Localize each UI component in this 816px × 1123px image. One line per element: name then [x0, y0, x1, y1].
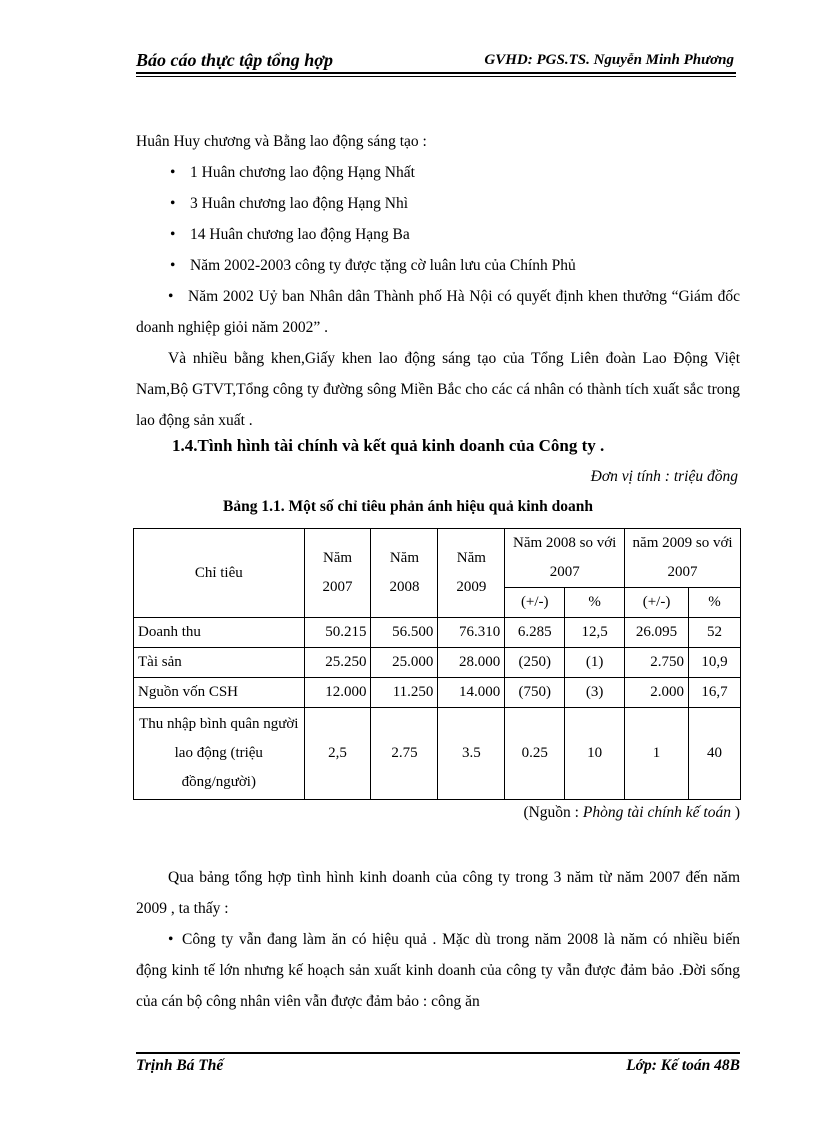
- table-row: [134, 648, 741, 678]
- award-item: • 14 Huân chương lao động Hạng Ba: [170, 226, 410, 243]
- header-pct-2009: %: [689, 588, 741, 618]
- header-divider: [136, 72, 736, 77]
- table-header-row: [134, 529, 741, 588]
- footer-author: Trịnh Bá Thế: [136, 1057, 224, 1074]
- cell-2007: 50.215: [304, 618, 371, 648]
- page-header: [136, 48, 736, 74]
- table-row: [134, 618, 741, 648]
- cell-diff-2008: (250): [505, 648, 565, 678]
- section-title: 1.4.Tình hình tài chính và kết quả kinh doanh của Công ty .: [172, 436, 605, 455]
- header-pct-2008: %: [565, 588, 625, 618]
- analysis-intro: Qua bảng tổng hợp tình hình kinh doanh của công ty trong 3 năm từ năm 2007 đến năm 2009 , ta thấy :: [136, 869, 740, 917]
- header-indicator: Chỉ tiêu: [134, 529, 305, 618]
- header-report-title: Báo cáo thực tập tổng hợp: [136, 50, 333, 70]
- cell-2008: 11.250: [371, 678, 438, 708]
- header-compare-2009: năm 2009 so với 2007: [625, 529, 741, 588]
- header-abs-2008: (+/-): [505, 588, 565, 618]
- header-year-2007: Năm 2007: [304, 529, 371, 618]
- cell-diff-2009: 1: [625, 708, 689, 800]
- cell-pct-2009: 40: [689, 708, 741, 800]
- footer-divider: [136, 1052, 740, 1054]
- cell-diff-2009: 2.750: [625, 648, 689, 678]
- cell-2007: 12.000: [304, 678, 371, 708]
- table-title: Bảng 1.1. Một số chỉ tiêu phản ánh hiệu quả kinh doanh: [223, 498, 593, 515]
- row-label: Doanh thu: [134, 618, 305, 648]
- cell-2008: 25.000: [371, 648, 438, 678]
- cell-pct-2008: (1): [565, 648, 625, 678]
- cell-2009: 76.310: [438, 618, 505, 648]
- cell-2007: 2,5: [304, 708, 371, 800]
- cell-diff-2008: 0.25: [505, 708, 565, 800]
- cell-pct-2008: (3): [565, 678, 625, 708]
- awards-intro: Huân Huy chương và Bằng lao động sáng tạo :: [136, 133, 427, 150]
- cell-pct-2009: 52: [689, 618, 741, 648]
- award-item: • 1 Huân chương lao động Hạng Nhất: [170, 164, 415, 181]
- award-item: • Năm 2002-2003 công ty được tặng cờ luân lưu của Chính Phủ: [170, 257, 576, 274]
- table-row: [134, 678, 741, 708]
- award-item: • Năm 2002 Uỷ ban Nhân dân Thành phố Hà Nội có quyết định khen thưởng “Giám đốc doanh nghiệp giỏi năm 2002” .: [136, 288, 740, 336]
- awards-section: [136, 126, 740, 436]
- analysis-section: [136, 862, 740, 1017]
- header-compare-2008: Năm 2008 so với 2007: [505, 529, 625, 588]
- awards-closing: Và nhiều bằng khen,Giấy khen lao động sáng tạo của Tổng Liên đoàn Lao Động Việt Nam,Bộ GTVT,Tổng công ty đường sông Miền Bắc cho các cá nhân có thành tích xuất sắc trong lao động sản xuất .: [136, 350, 740, 429]
- table-source: (Nguồn : Phòng tài chính kế toán ): [523, 804, 740, 821]
- row-label: Tài sản: [134, 648, 305, 678]
- cell-2008: 56.500: [371, 618, 438, 648]
- source-department: Phòng tài chính kế toán: [582, 804, 731, 821]
- header-abs-2009: (+/-): [625, 588, 689, 618]
- cell-2009: 3.5: [438, 708, 505, 800]
- footer-class: Lớp: Kế toán 48B: [626, 1057, 740, 1074]
- cell-diff-2009: 26.095: [625, 618, 689, 648]
- cell-pct-2008: 12,5: [565, 618, 625, 648]
- cell-diff-2008: (750): [505, 678, 565, 708]
- cell-pct-2009: 10,9: [689, 648, 741, 678]
- cell-2007: 25.250: [304, 648, 371, 678]
- cell-2009: 14.000: [438, 678, 505, 708]
- table-row: [134, 708, 741, 800]
- row-label: Nguồn vốn CSH: [134, 678, 305, 708]
- row-label: Thu nhập bình quân người lao động (triệu đồng/người): [134, 708, 305, 800]
- cell-diff-2009: 2.000: [625, 678, 689, 708]
- cell-pct-2009: 16,7: [689, 678, 741, 708]
- header-supervisor: GVHD: PGS.TS. Nguyễn Minh Phương: [484, 52, 734, 68]
- cell-diff-2008: 6.285: [505, 618, 565, 648]
- cell-2009: 28.000: [438, 648, 505, 678]
- header-year-2009: Năm 2009: [438, 529, 505, 618]
- cell-2008: 2.75: [371, 708, 438, 800]
- unit-note: Đơn vị tính : triệu đồng: [590, 468, 738, 485]
- header-year-2008: Năm 2008: [371, 529, 438, 618]
- financial-table: [133, 528, 741, 800]
- page-footer: [136, 1057, 740, 1079]
- award-item: • 3 Huân chương lao động Hạng Nhì: [170, 195, 409, 212]
- analysis-bullet: • Công ty vẫn đang làm ăn có hiệu quả . Mặc dù trong năm 2008 là năm có nhiều biến động kinh tế lớn nhưng kế hoạch sản xuất kinh doanh của công ty vẫn được đảm bảo .Đời sống của cán bộ công nhân viên vẫn được đảm bảo : công ăn: [136, 931, 740, 1010]
- cell-pct-2008: 10: [565, 708, 625, 800]
